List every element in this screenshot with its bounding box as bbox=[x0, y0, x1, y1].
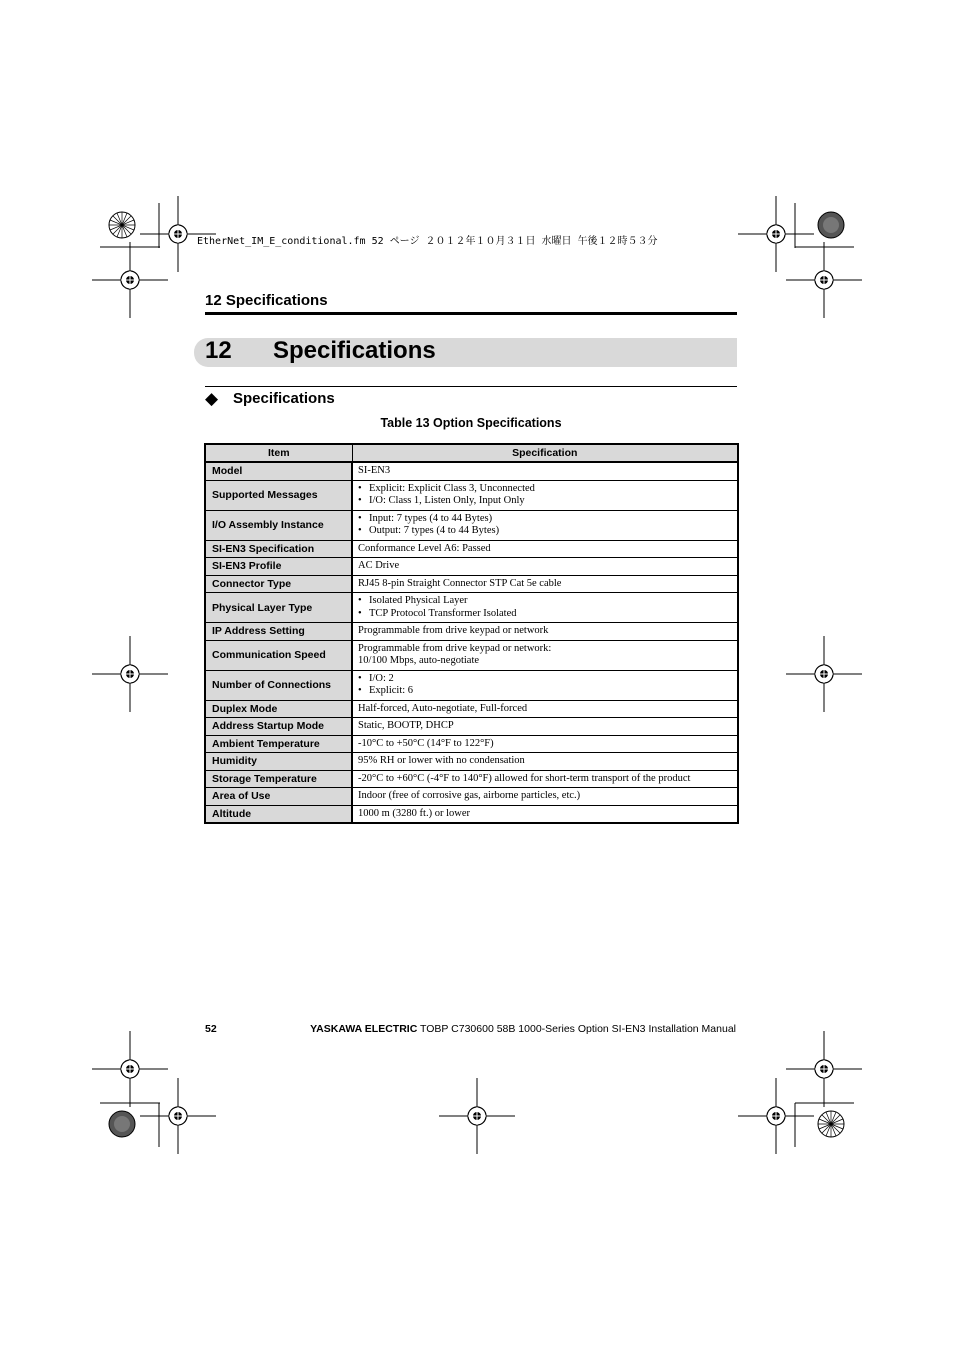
table-row bbox=[205, 462, 738, 480]
spec-item-label: Number of Connections bbox=[205, 670, 352, 700]
spec-value bbox=[352, 670, 738, 700]
spec-item-label: Supported Messages bbox=[205, 480, 352, 510]
spec-value: 95% RH or lower with no condensation bbox=[352, 753, 738, 771]
spec-bullet: • Explicit: 6 bbox=[358, 685, 737, 698]
table-row bbox=[205, 510, 738, 540]
diamond-icon: ◆ bbox=[205, 389, 219, 408]
spec-item-label: Duplex Mode bbox=[205, 700, 352, 718]
chapter-title: Specifications bbox=[273, 337, 436, 364]
spec-item-label: Altitude bbox=[205, 805, 352, 823]
spec-value: RJ45 8-pin Straight Connector STP Cat 5e cable bbox=[352, 575, 738, 593]
option-specifications-table bbox=[204, 443, 739, 824]
table-row bbox=[205, 670, 738, 700]
spec-value: AC Drive bbox=[352, 558, 738, 576]
spec-item-label: SI-EN3 Profile bbox=[205, 558, 352, 576]
spec-item-label: Area of Use bbox=[205, 788, 352, 806]
table-row bbox=[205, 718, 738, 736]
spec-value: SI-EN3 bbox=[352, 462, 738, 480]
spec-item-label: Humidity bbox=[205, 753, 352, 771]
spec-value: -10°C to +50°C (14°F to 122°F) bbox=[352, 735, 738, 753]
footer-brand: YASKAWA ELECTRIC bbox=[310, 1023, 418, 1035]
spec-item-label: Physical Layer Type bbox=[205, 593, 352, 623]
table-row bbox=[205, 788, 738, 806]
spec-value bbox=[352, 480, 738, 510]
table-row bbox=[205, 558, 738, 576]
spec-bullet: • Input: 7 types (4 to 44 Bytes) bbox=[358, 513, 737, 526]
spec-value: -20°C to +60°C (-4°F to 140°F) allowed for short-term transport of the product bbox=[352, 770, 738, 788]
page-number: 52 bbox=[205, 1023, 217, 1035]
table-header-row bbox=[205, 444, 738, 462]
spec-line: Programmable from drive keypad or network: bbox=[358, 642, 552, 654]
footer-document: TOBP C730600 58B 1000-Series Option SI-EN3 Installation Manual bbox=[420, 1023, 736, 1035]
spec-value bbox=[352, 510, 738, 540]
spec-value: Programmable from drive keypad or network bbox=[352, 623, 738, 641]
table-row bbox=[205, 540, 738, 558]
table-row bbox=[205, 575, 738, 593]
table-row bbox=[205, 805, 738, 823]
spec-item-label: Model bbox=[205, 462, 352, 480]
spec-item-label: Storage Temperature bbox=[205, 770, 352, 788]
spec-item-label: Connector Type bbox=[205, 575, 352, 593]
spec-line: 10/100 Mbps, auto-negotiate bbox=[358, 655, 480, 666]
table-row bbox=[205, 753, 738, 771]
table-row bbox=[205, 640, 738, 670]
file-info-line: EtherNet_IM_E_conditional.fm 52 ページ ２０１２年１０月３１日 水曜日 午後１２時５３分 bbox=[197, 236, 658, 247]
section-title: Specifications bbox=[233, 390, 335, 407]
table-row bbox=[205, 770, 738, 788]
spec-item-label: Ambient Temperature bbox=[205, 735, 352, 753]
spec-value: Conformance Level A6: Passed bbox=[352, 540, 738, 558]
spec-bullet: • TCP Protocol Transformer Isolated bbox=[358, 608, 737, 621]
spec-value: Half-forced, Auto-negotiate, Full-forced bbox=[352, 700, 738, 718]
spec-bullet: • I/O: 2 bbox=[358, 673, 737, 686]
spec-value: Static, BOOTP, DHCP bbox=[352, 718, 738, 736]
table-body bbox=[205, 462, 738, 823]
spec-bullet: • I/O: Class 1, Listen Only, Input Only bbox=[358, 495, 737, 508]
spec-value: Indoor (free of corrosive gas, airborne particles, etc.) bbox=[352, 788, 738, 806]
table-row bbox=[205, 623, 738, 641]
spec-item-label: IP Address Setting bbox=[205, 623, 352, 641]
running-head-rule bbox=[205, 312, 737, 315]
chapter-number: 12 bbox=[205, 337, 232, 364]
spec-item-label: Communication Speed bbox=[205, 640, 352, 670]
table-row bbox=[205, 480, 738, 510]
table-row bbox=[205, 735, 738, 753]
spec-bullet: • Output: 7 types (4 to 44 Bytes) bbox=[358, 525, 737, 538]
spec-item-label: I/O Assembly Instance bbox=[205, 510, 352, 540]
running-head: 12 Specifications bbox=[205, 292, 328, 309]
section-rule bbox=[205, 386, 737, 387]
spec-bullet: • Explicit: Explicit Class 3, Unconnected bbox=[358, 483, 737, 496]
spec-item-label: SI-EN3 Specification bbox=[205, 540, 352, 558]
spec-value: 1000 m (3280 ft.) or lower bbox=[352, 805, 738, 823]
table-row bbox=[205, 593, 738, 623]
spec-bullet: • Isolated Physical Layer bbox=[358, 595, 737, 608]
spec-value bbox=[352, 640, 738, 670]
specification-column-header: Specification bbox=[352, 444, 738, 462]
item-column-header: Item bbox=[205, 444, 352, 462]
table-caption: Table 13 Option Specifications bbox=[380, 416, 562, 430]
spec-item-label: Address Startup Mode bbox=[205, 718, 352, 736]
table-row bbox=[205, 700, 738, 718]
footer-document-title bbox=[310, 1023, 736, 1035]
spec-value bbox=[352, 593, 738, 623]
